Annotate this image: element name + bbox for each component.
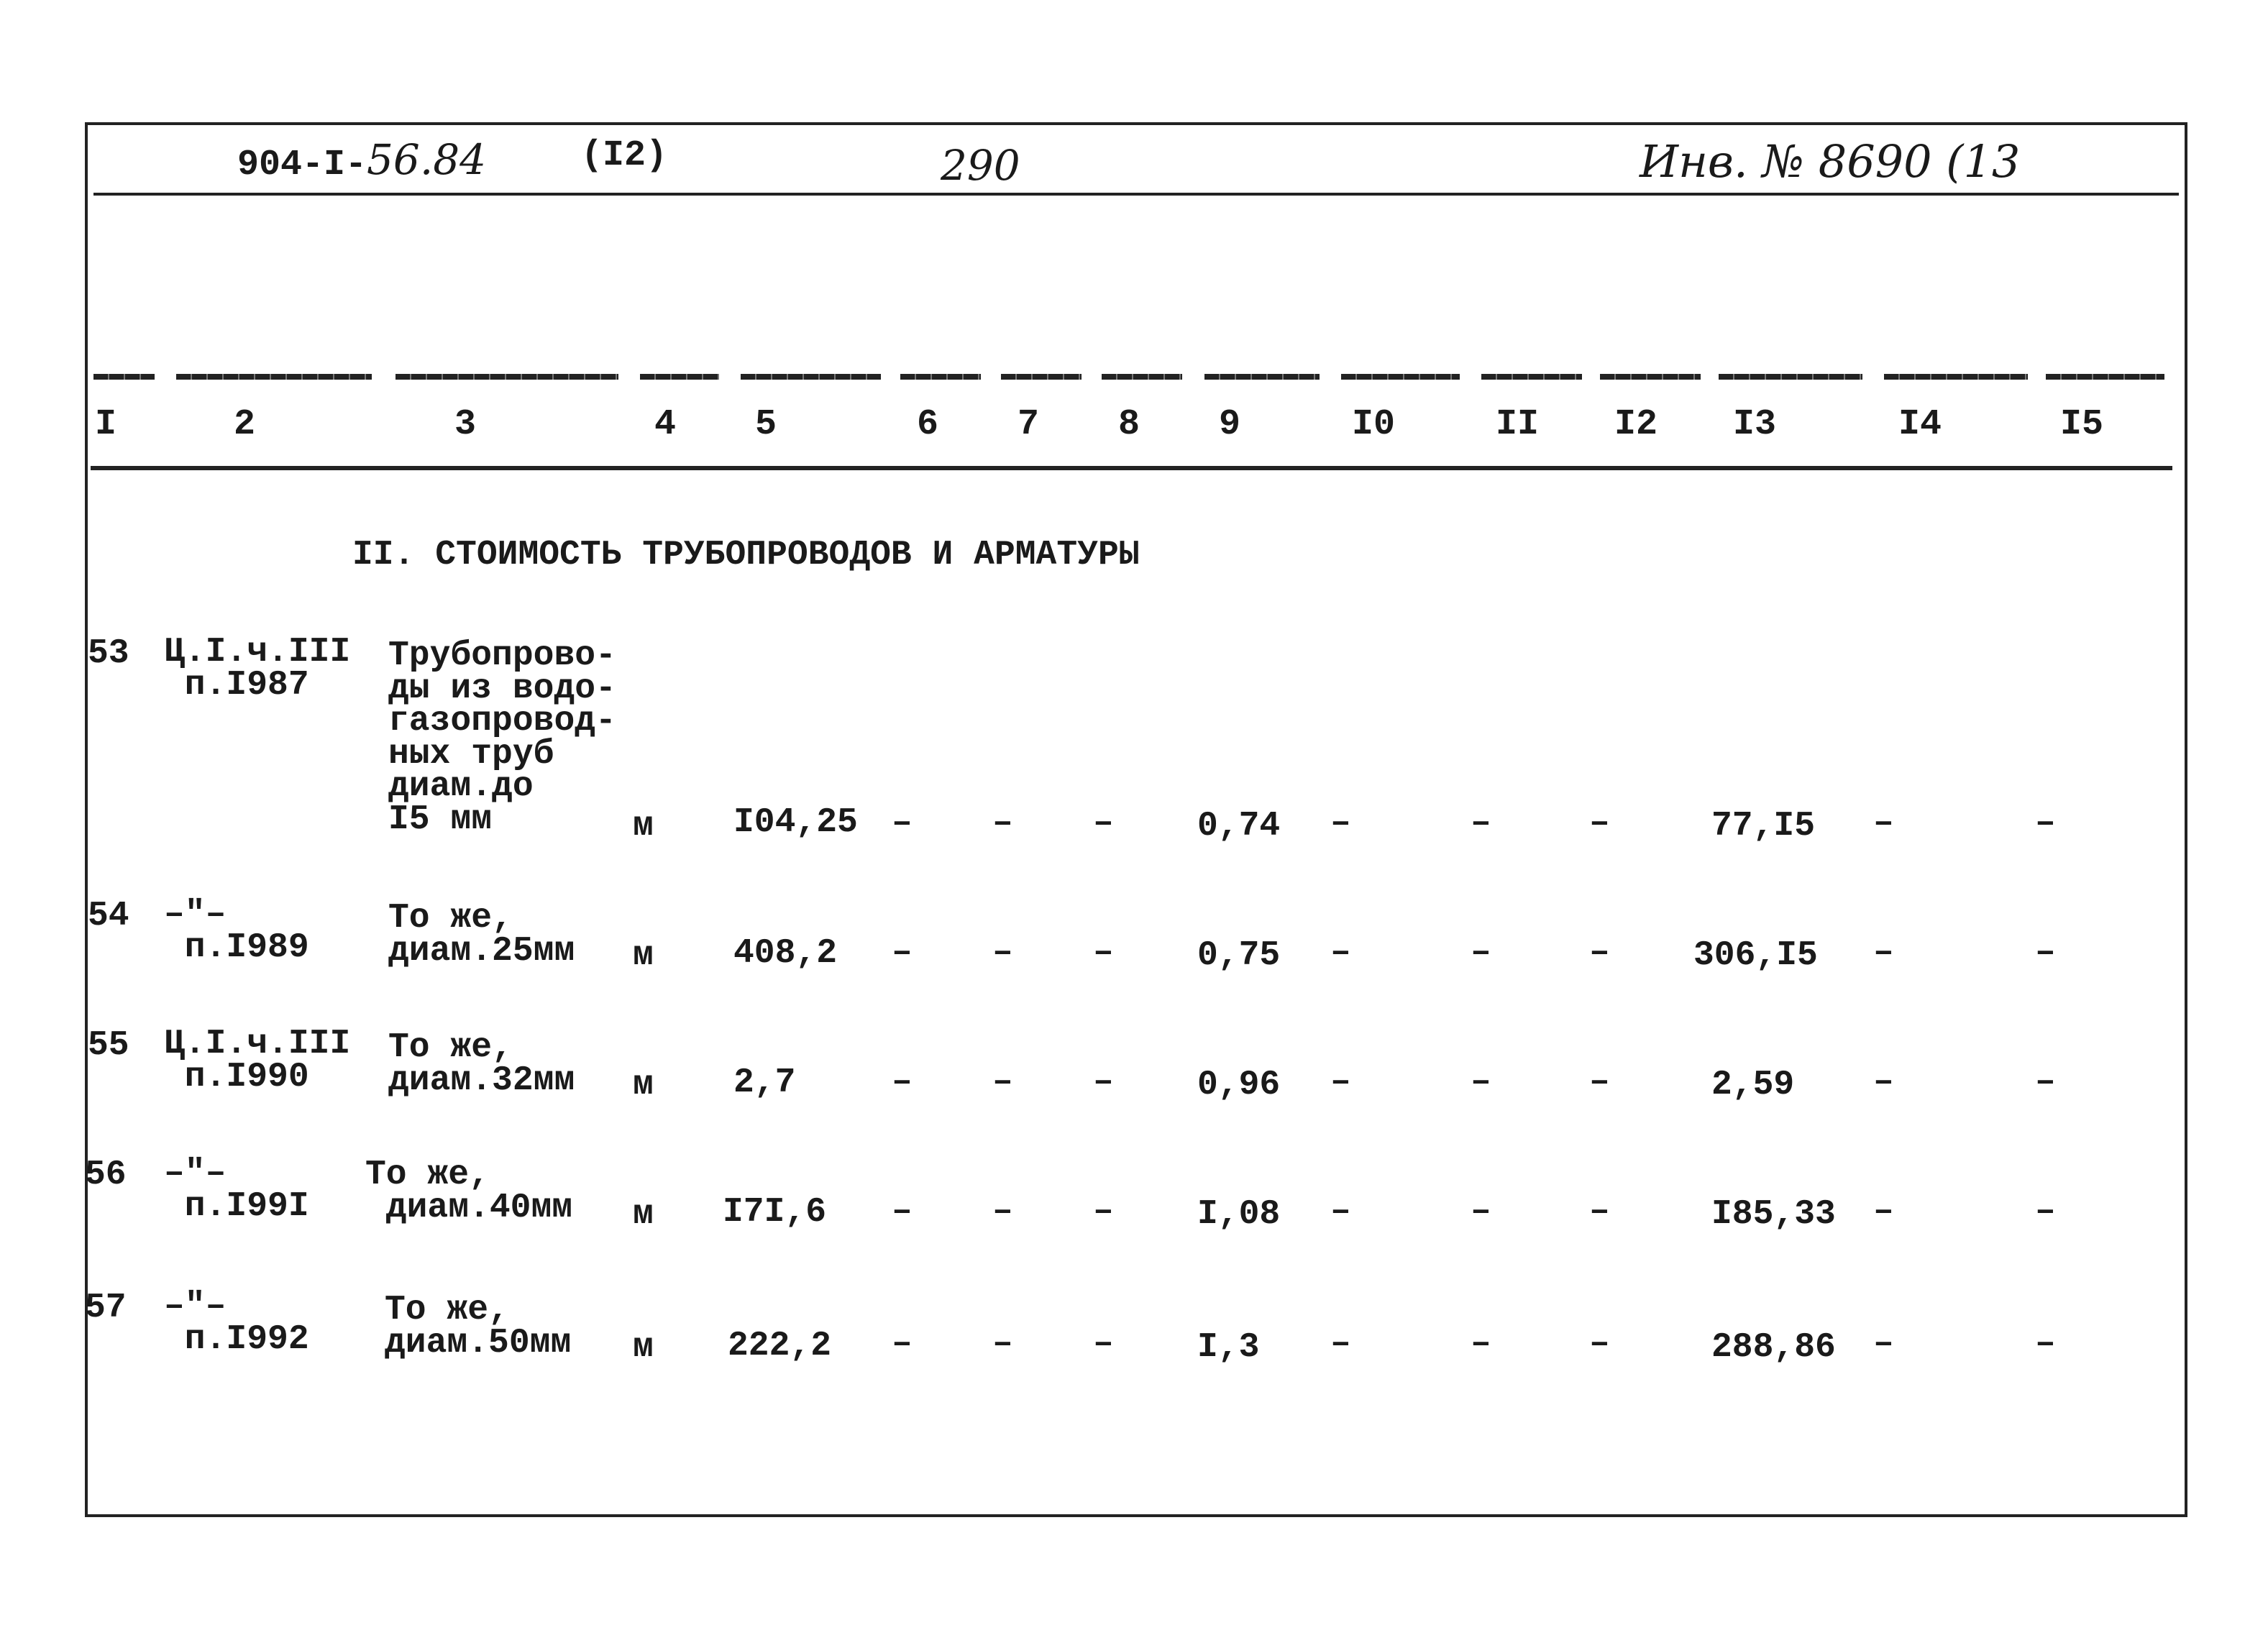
row-col5: 2,7 [733,1063,796,1102]
col-num-6: 6 [917,404,939,445]
row-col8: – [1093,1192,1114,1231]
column-header-rule [91,466,2172,470]
row-col10: – [1330,1063,1351,1102]
row-col11: – [1471,1324,1491,1363]
row-col11: – [1471,1063,1491,1102]
col-num-10: I0 [1352,404,1396,445]
row-col15: – [2035,1063,2056,1102]
row-col9: 0,74 [1197,807,1281,846]
col-num-3: 3 [454,404,477,445]
row-col5: 408,2 [733,934,838,973]
col-num-8: 8 [1118,404,1140,445]
col-num-1: I [95,404,117,445]
doc-code-handwritten: 56.84 [367,135,487,184]
row-number: 57 [85,1288,127,1327]
col-num-2: 2 [234,404,256,445]
row-col13: 288,86 [1711,1328,1836,1367]
row-reference: Ц.I.ч.III п.I990 [164,1025,351,1097]
row-unit: м [633,1066,654,1104]
row-col8: – [1093,804,1114,843]
row-col9: I,3 [1197,1328,1260,1367]
row-reference: –"– п.I989 [164,895,309,967]
row-col8: – [1093,1063,1114,1102]
row-col10: – [1330,933,1351,972]
section-title: II. СТОИМОСТЬ ТРУБОПРОВОДОВ И АРМАТУРЫ [352,536,1140,574]
row-col15: – [2035,1324,2056,1363]
row-description: То же, диам.25мм [388,899,575,971]
col-num-14: I4 [1898,404,1942,445]
col-num-11: II [1496,404,1540,445]
row-col7: – [992,804,1013,843]
column-dashes [93,374,2172,381]
inventory-number: Инв. № 8690 (13 [1640,135,2021,188]
row-col14: – [1873,804,1894,843]
row-col15: – [2035,804,2056,843]
doc-code-printed: 904-I- [237,145,367,186]
row-col14: – [1873,1192,1894,1231]
col-num-12: I2 [1614,404,1658,445]
row-col7: – [992,1324,1013,1363]
row-col7: – [992,1192,1013,1231]
row-col6: – [892,1063,913,1102]
row-col5: 222,2 [728,1327,832,1365]
row-col6: – [892,933,913,972]
col-num-7: 7 [1018,404,1040,445]
row-number: 54 [88,897,129,935]
row-col13: I85,33 [1711,1195,1836,1234]
row-description: То же, диам.40мм [365,1155,573,1227]
row-col14: – [1873,933,1894,972]
row-number: 55 [88,1026,129,1065]
row-col10: – [1330,1324,1351,1363]
row-col14: – [1873,1324,1894,1363]
row-col13: 306,I5 [1693,936,1818,975]
col-num-5: 5 [755,404,777,445]
row-col10: – [1330,1192,1351,1231]
header-rule [93,193,2179,196]
sheet-number: (I2) [581,135,668,176]
row-col12: – [1589,1192,1610,1231]
row-unit: м [633,936,654,975]
row-col13: 77,I5 [1711,807,1816,846]
row-col7: – [992,1063,1013,1102]
row-number: 53 [88,634,129,673]
row-col13: 2,59 [1711,1066,1795,1104]
row-col7: – [992,933,1013,972]
row-number: 56 [85,1155,127,1194]
row-col6: – [892,1192,913,1231]
row-col12: – [1589,804,1610,843]
row-col10: – [1330,804,1351,843]
row-col6: – [892,804,913,843]
row-col8: – [1093,933,1114,972]
row-col11: – [1471,933,1491,972]
row-col11: – [1471,1192,1491,1231]
row-col14: – [1873,1063,1894,1102]
doc-code [237,135,486,186]
row-reference: –"– п.I99I [164,1154,309,1226]
row-description: Трубопрово- ды из водо- газопровод- ных труб диам.до I5 мм [388,636,616,839]
col-num-9: 9 [1219,404,1241,445]
row-col5: I7I,6 [723,1193,827,1232]
row-unit: м [633,807,654,846]
row-description: То же, диам.50мм [385,1291,572,1363]
row-col9: 0,75 [1197,936,1281,975]
row-col12: – [1589,1063,1610,1102]
row-unit: м [633,1195,654,1234]
row-col9: 0,96 [1197,1066,1281,1104]
row-reference: Ц.I.ч.III п.I987 [164,633,351,705]
row-col12: – [1589,1324,1610,1363]
page-number: 290 [941,141,1020,190]
row-reference: –"– п.I992 [164,1287,309,1359]
row-description: То же, диам.32мм [388,1028,575,1100]
row-col9: I,08 [1197,1195,1281,1234]
row-col15: – [2035,1192,2056,1231]
row-col6: – [892,1324,913,1363]
row-col8: – [1093,1324,1114,1363]
row-col12: – [1589,933,1610,972]
row-col5: I04,25 [733,803,858,842]
col-num-13: I3 [1733,404,1777,445]
row-col11: – [1471,804,1491,843]
row-col15: – [2035,933,2056,972]
col-num-15: I5 [2060,404,2104,445]
col-num-4: 4 [654,404,677,445]
row-unit: м [633,1328,654,1367]
